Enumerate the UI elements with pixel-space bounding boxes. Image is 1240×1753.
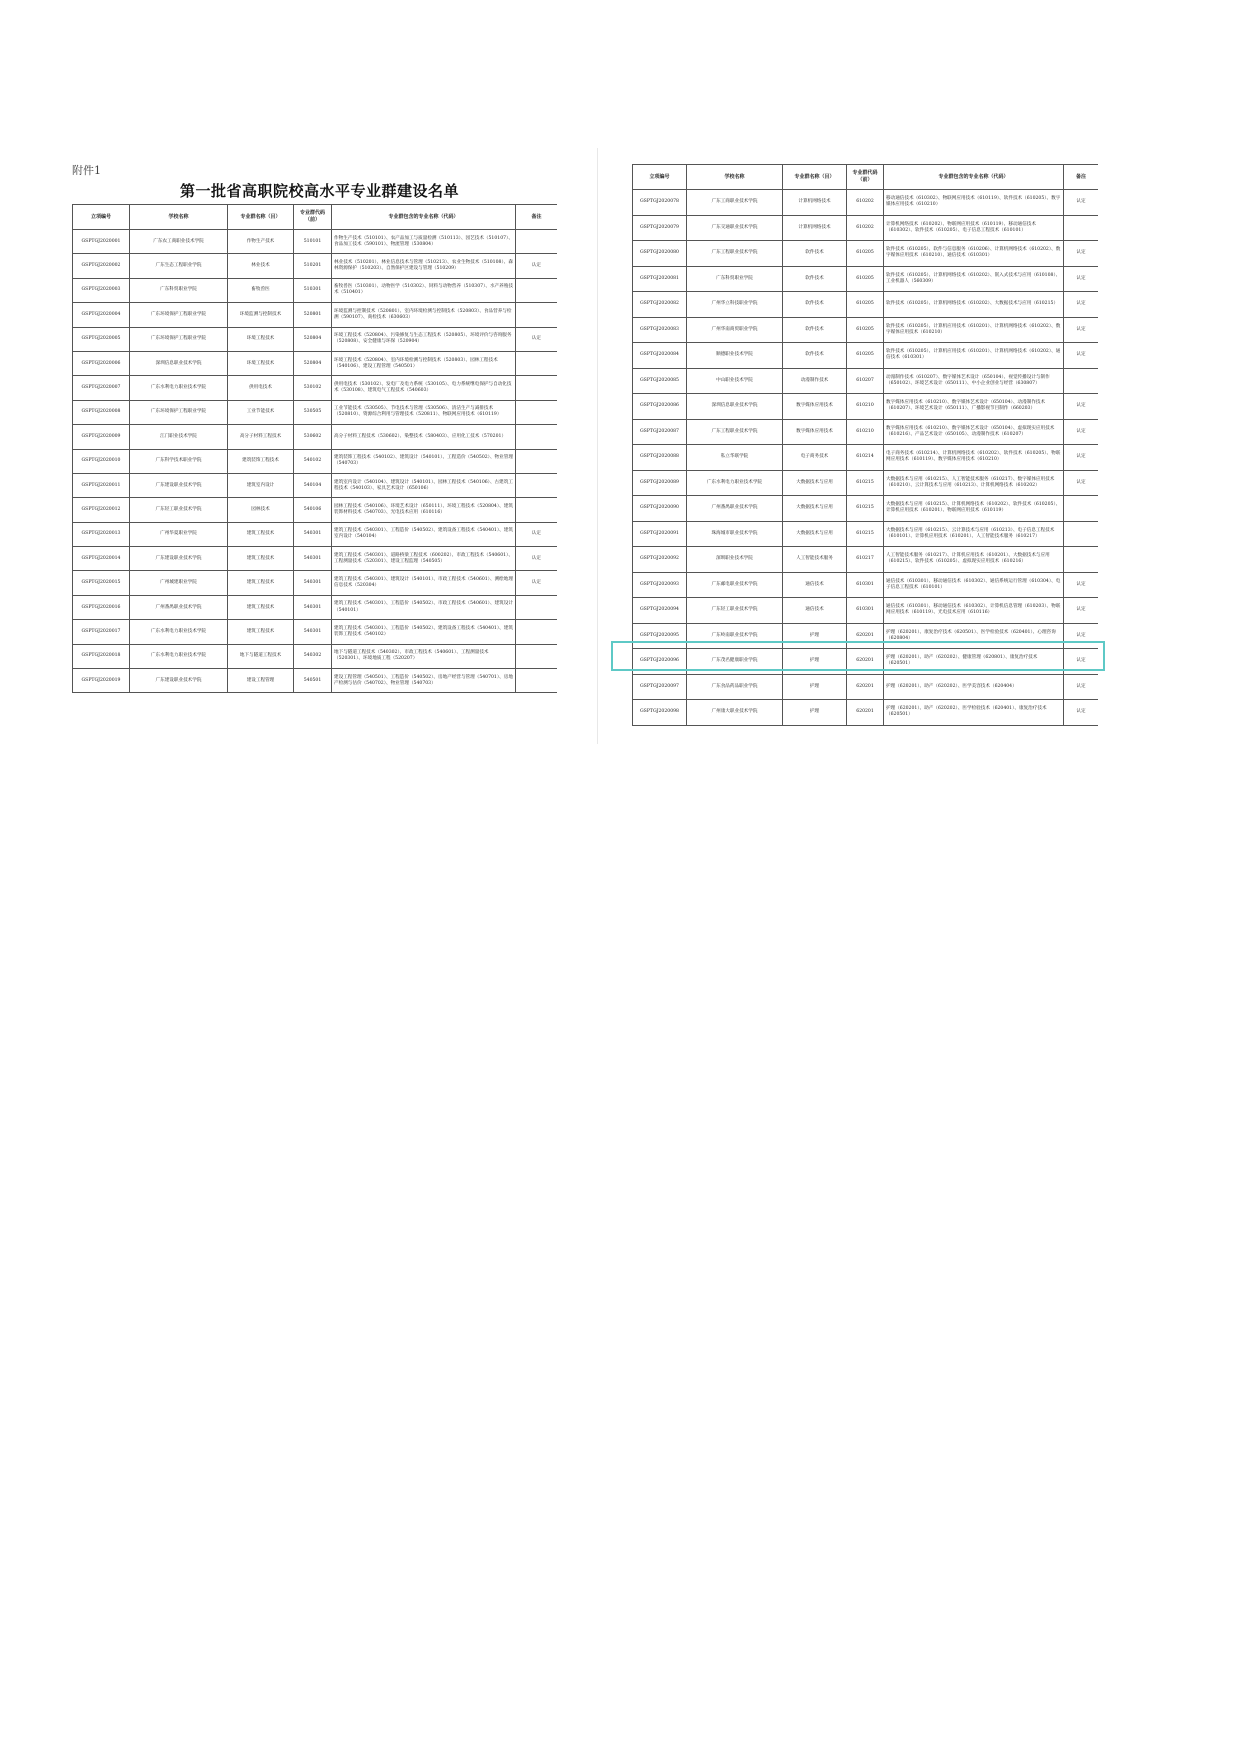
table-row (73, 473, 558, 497)
majors-cell: 电子商务技术（610214）、计算机网络技术（610202）、软件技术（610205）、物联网应用技术（610119）、数字媒体应用技术（610210） (884, 445, 1064, 471)
note-cell (1064, 496, 1099, 522)
table-row (73, 522, 558, 546)
note-cell: 认定 (516, 522, 558, 546)
school-name-cell: 广州番禺职业技术学院 (687, 496, 783, 522)
project-id-cell: GSPTGJ2020091 (633, 521, 687, 547)
group-code-cell: 520801 (294, 303, 332, 327)
group-name-cell: 计算机网络技术 (783, 190, 847, 216)
group-name-cell: 建筑室内设计 (228, 473, 294, 497)
majors-cell: 大数据技术与应用（610215）、人工智能技术服务（610217）、数字媒体应用技术（610210）、云计算技术与应用（610213）、计算机网络技术（610202） (884, 470, 1064, 496)
table-row (73, 620, 558, 644)
note-cell: 认定 (1064, 445, 1099, 471)
group-code-cell: 620201 (847, 649, 884, 675)
school-name-cell: 广东建设职业技术学院 (130, 473, 228, 497)
group-code-cell: 610202 (847, 215, 884, 241)
majors-cell: 畜牧兽医（510301）、动物医学（510302）、饲料与动物营养（510307）、水产养殖技术（510401） (332, 278, 516, 302)
table-row (633, 241, 1099, 267)
group-name-cell: 电子商务技术 (783, 445, 847, 471)
group-name-cell: 环境工程技术 (228, 327, 294, 351)
group-name-cell: 环境工程技术 (228, 351, 294, 375)
majors-cell: 移动通信技术（610302）、物联网应用技术（610119）、软件技术（610205）、数字媒体应用技术（610210） (884, 190, 1064, 216)
left-document-page (72, 162, 557, 744)
note-cell (1064, 521, 1099, 547)
majors-cell: 地下与隧道工程技术（540302）、市政工程技术（540601）、工程测量技术（520301）、环境地质工程（520207） (332, 644, 516, 668)
school-name-cell: 广东科贸职业学院 (687, 266, 783, 292)
note-cell (516, 376, 558, 400)
group-name-cell: 建筑工程技术 (228, 620, 294, 644)
table-row (73, 449, 558, 473)
note-cell (516, 303, 558, 327)
table-row (633, 394, 1099, 420)
note-cell (1064, 368, 1099, 394)
note-cell (516, 644, 558, 668)
note-cell (1064, 215, 1099, 241)
majors-cell: 林业技术（510201）、林业信息技术与管理（510213）、农业生物技术（510108）、森林资源保护（510203）、自然保护区建设与管理（510209） (332, 254, 516, 278)
project-id-cell: GSPTGJ2020011 (73, 473, 130, 497)
project-id-cell: GSPTGJ2020095 (633, 623, 687, 649)
group-name-cell: 护理 (783, 674, 847, 700)
school-name-cell: 广州华南商贸职业学院 (687, 317, 783, 343)
majors-cell: 软件技术（610205）、计算机应用技术（610201）、计算机网络技术（610202）、通信技术（610301） (884, 343, 1064, 369)
note-cell (1064, 547, 1099, 573)
school-name-cell: 广东生态工程职业学院 (130, 254, 228, 278)
school-name-cell: 深圳信息职业技术学院 (687, 394, 783, 420)
group-code-cell: 540301 (294, 571, 332, 595)
group-name-cell: 动漫制作技术 (783, 368, 847, 394)
note-cell: 认定 (1064, 674, 1099, 700)
school-name-cell: 广州华立科技职业学院 (687, 292, 783, 318)
table-row (633, 317, 1099, 343)
note-cell: 认定 (1064, 343, 1099, 369)
group-name-cell: 大数据技术与应用 (783, 521, 847, 547)
group-code-cell: 540301 (294, 547, 332, 571)
school-name-cell: 深圳信息职业技术学院 (130, 351, 228, 375)
page-spine (597, 148, 598, 744)
table-row (633, 419, 1099, 445)
group-code-cell: 610210 (847, 419, 884, 445)
majors-cell: 环境工程技术（520804）、室内环境检测与控制技术（520803）、园林工程技术（540106）、建设工程管理（540501） (332, 351, 516, 375)
majors-cell: 软件技术（610205）、软件与信息服务（610206）、计算机网络技术（610202）、数字媒体应用技术（610210）、通信技术（610301） (884, 241, 1064, 267)
majors-cell: 软件技术（610205）、计算机应用技术（610201）、计算机网络技术（610202）、数字媒体应用技术（610210） (884, 317, 1064, 343)
table-row (73, 376, 558, 400)
table-row (633, 292, 1099, 318)
project-id-cell: GSPTGJ2020098 (633, 700, 687, 726)
project-id-cell: GSPTGJ2020014 (73, 547, 130, 571)
table-body (73, 230, 558, 693)
document-title: 第一批省高职院校高水平专业群建设名单 (180, 182, 460, 200)
majors-cell: 高分子材料工程技术（530602）、染整技术（580403）、应用化工技术（570201） (332, 425, 516, 449)
project-id-cell: GSPTGJ2020080 (633, 241, 687, 267)
project-id-cell: GSPTGJ2020017 (73, 620, 130, 644)
table-row (633, 572, 1099, 598)
group-code-cell: 540301 (294, 620, 332, 644)
group-code-cell: 610205 (847, 292, 884, 318)
annex-label: 附件1 (72, 164, 101, 177)
project-id-cell: GSPTGJ2020081 (633, 266, 687, 292)
group-code-cell: 610202 (847, 190, 884, 216)
project-id-cell: GSPTGJ2020015 (73, 571, 130, 595)
group-code-cell: 610301 (847, 572, 884, 598)
group-name-cell: 供用电技术 (228, 376, 294, 400)
group-name-cell: 大数据技术与应用 (783, 496, 847, 522)
project-id-cell: GSPTGJ2020002 (73, 254, 130, 278)
note-cell (516, 230, 558, 254)
table-row (633, 547, 1099, 573)
group-code-cell: 540104 (294, 473, 332, 497)
group-code-cell: 610205 (847, 241, 884, 267)
highlighted-row-box (611, 641, 1105, 671)
group-name-cell: 高分子材料工程技术 (228, 425, 294, 449)
school-name-cell: 广东岭南职业技术学院 (687, 623, 783, 649)
majors-cell: 通信技术（610301）、移动通信技术（610302）、计算机信息管理（610203）、物联网应用技术（610119）、光电技术应用（610116） (884, 598, 1064, 624)
table-row (633, 521, 1099, 547)
group-code-cell: 610205 (847, 343, 884, 369)
column-header: 专业群包含的专业名称（代码） (884, 165, 1064, 190)
note-cell (516, 595, 558, 619)
project-id-cell: GSPTGJ2020083 (633, 317, 687, 343)
group-name-cell: 护理 (783, 623, 847, 649)
note-cell (516, 449, 558, 473)
majors-cell: 建筑工程技术（540301）、建筑设计（540101）、市政工程技术（540601）、测绘地理信息技术（520304） (332, 571, 516, 595)
table-row (633, 598, 1099, 624)
school-name-cell: 广东环境保护工程职业学院 (130, 327, 228, 351)
school-name-cell: 广东水利电力职业技术学院 (130, 620, 228, 644)
school-name-cell: 江门职业技术学院 (130, 425, 228, 449)
note-cell: 认定 (516, 571, 558, 595)
project-id-cell: GSPTGJ2020010 (73, 449, 130, 473)
majors-cell: 护理（620201）、助产（620202）、医学检验技术（620401）、康复治疗技术（620501） (884, 700, 1064, 726)
column-header: 备注 (516, 205, 558, 230)
table-row (73, 303, 558, 327)
school-name-cell: 广东建设职业技术学院 (130, 669, 228, 693)
group-name-cell: 软件技术 (783, 343, 847, 369)
group-code-cell: 610205 (847, 317, 884, 343)
table-header-row (73, 205, 558, 230)
column-header: 专业群包含的专业名称（代码） (332, 205, 516, 230)
group-name-cell: 计算机网络技术 (783, 215, 847, 241)
table-row (633, 496, 1099, 522)
group-name-cell: 建筑装饰工程技术 (228, 449, 294, 473)
majors-cell: 大数据技术与应用（610215）、计算机网络技术（610202）、软件技术（610205）、计算机应用技术（610201）、物联网应用技术（610119） (884, 496, 1064, 522)
group-name-cell: 园林技术 (228, 498, 294, 522)
group-name-cell: 建筑工程技术 (228, 547, 294, 571)
table-row (73, 669, 558, 693)
group-name-cell: 数字媒体应用技术 (783, 419, 847, 445)
group-code-cell: 540501 (294, 669, 332, 693)
column-header: 学校名称 (130, 205, 228, 230)
school-name-cell: 广东工程职业技术学院 (687, 241, 783, 267)
table-row (73, 351, 558, 375)
project-id-cell: GSPTGJ2020001 (73, 230, 130, 254)
school-name-cell: 广州城建职业学院 (130, 571, 228, 595)
project-id-cell: GSPTGJ2020089 (633, 470, 687, 496)
table-row (633, 674, 1099, 700)
group-code-cell: 610301 (847, 598, 884, 624)
left-roster-table (72, 204, 557, 693)
note-cell (516, 400, 558, 424)
majors-cell: 计算机网络技术（610202）、物联网应用技术（610119）、移动通信技术（610302）、软件技术（610205）、电子信息工程技术（610101） (884, 215, 1064, 241)
group-code-cell: 610215 (847, 470, 884, 496)
majors-cell: 人工智能技术服务（610217）、计算机应用技术（610201）、大数据技术与应用（610215）、软件技术（610205）、虚拟现实应用技术（610216） (884, 547, 1064, 573)
group-name-cell: 畜牧兽医 (228, 278, 294, 302)
group-name-cell: 大数据技术与应用 (783, 470, 847, 496)
school-name-cell: 广州康大职业技术学院 (687, 700, 783, 726)
table-row (73, 327, 558, 351)
note-cell: 认定 (516, 547, 558, 571)
group-code-cell: 510201 (294, 254, 332, 278)
group-code-cell: 610214 (847, 445, 884, 471)
project-id-cell: GSPTGJ2020092 (633, 547, 687, 573)
table-row (633, 368, 1099, 394)
school-name-cell: 广东环境保护工程职业学院 (130, 303, 228, 327)
table-row (73, 278, 558, 302)
table-row (633, 470, 1099, 496)
group-name-cell: 通信技术 (783, 572, 847, 598)
majors-cell: 园林工程技术（540106）、环境艺术设计（650111）、环境工程技术（520804）、建筑装饰材料技术（540703）、光电技术应用（610116） (332, 498, 516, 522)
group-name-cell: 人工智能技术服务 (783, 547, 847, 573)
project-id-cell: GSPTGJ2020094 (633, 598, 687, 624)
project-id-cell: GSPTGJ2020082 (633, 292, 687, 318)
majors-cell: 通信技术（610301）、移动通信技术（610302）、通信系统运行管理（610304）、电子信息工程技术（610101） (884, 572, 1064, 598)
group-code-cell: 620201 (847, 623, 884, 649)
group-code-cell: 610205 (847, 266, 884, 292)
column-header: 立项编号 (73, 205, 130, 230)
group-name-cell: 工业节能技术 (228, 400, 294, 424)
majors-cell: 环境监测与控制技术（520801）、室内环境检测与控制技术（520803）、食品营养与检测（590107）、商检技术（630603） (332, 303, 516, 327)
majors-cell: 建设工程管理（540501）、工程造价（540502）、房地产经营与管理（540701）、房地产检测与估价（540702）、物业管理（540703） (332, 669, 516, 693)
school-name-cell: 私立华联学院 (687, 445, 783, 471)
majors-cell: 建筑室内设计（540104）、建筑设计（540101）、园林工程技术（540106）、古建筑工程技术（540103）、家具艺术设计（650106） (332, 473, 516, 497)
majors-cell: 建筑装饰工程技术（540102）、建筑设计（540101）、工程造价（540502）、物业管理（540703） (332, 449, 516, 473)
note-cell: 认定 (1064, 649, 1099, 675)
project-id-cell: GSPTGJ2020016 (73, 595, 130, 619)
majors-cell: 建筑工程技术（540301）、工程造价（540502）、市政工程技术（540601）、建筑设计（540101） (332, 595, 516, 619)
group-name-cell: 建筑工程技术 (228, 571, 294, 595)
school-name-cell: 广东水利电力职业技术学院 (130, 376, 228, 400)
school-name-cell: 广东科学技术职业学院 (130, 449, 228, 473)
group-name-cell: 环境监测与控制技术 (228, 303, 294, 327)
group-code-cell: 610217 (847, 547, 884, 573)
school-name-cell: 广东科贸职业学院 (130, 278, 228, 302)
school-name-cell: 中山职业技术学院 (687, 368, 783, 394)
note-cell: 认定 (1064, 700, 1099, 726)
note-cell: 认定 (1064, 190, 1099, 216)
majors-cell: 建筑工程技术（540301）、工程造价（540502）、建筑设备工程技术（540401）、建筑室内设计（540104） (332, 522, 516, 546)
note-cell: 认定 (516, 327, 558, 351)
note-cell: 认定 (1064, 317, 1099, 343)
note-cell (516, 278, 558, 302)
table-header-row (633, 165, 1099, 190)
table-row (73, 571, 558, 595)
column-header: 专业群名称（目） (228, 205, 294, 230)
school-name-cell: 广东水利电力职业技术学院 (130, 644, 228, 668)
project-id-cell: GSPTGJ2020003 (73, 278, 130, 302)
majors-cell: 建筑工程技术（540301）、道路桥梁工程技术（600202）、市政工程技术（540601）、工程测量技术（520301）、建设工程监理（540505） (332, 547, 516, 571)
project-id-cell: GSPTGJ2020078 (633, 190, 687, 216)
majors-cell: 数字媒体应用技术（610210）、数字媒体艺术设计（650104）、动漫制作技术（610207）、环境艺术设计（650111）、广播影视节目制作（660203） (884, 394, 1064, 420)
group-code-cell: 610215 (847, 496, 884, 522)
column-header: 专业群名称（目） (783, 165, 847, 190)
project-id-cell: GSPTGJ2020012 (73, 498, 130, 522)
note-cell (516, 498, 558, 522)
school-name-cell: 广东建设职业技术学院 (130, 547, 228, 571)
note-cell: 认定 (1064, 394, 1099, 420)
column-header: 学校名称 (687, 165, 783, 190)
school-name-cell: 广东水利电力职业技术学院 (687, 470, 783, 496)
group-name-cell: 作物生产技术 (228, 230, 294, 254)
group-code-cell: 540301 (294, 595, 332, 619)
note-cell: 认定 (1064, 266, 1099, 292)
column-header: 备注 (1064, 165, 1099, 190)
project-id-cell: GSPTGJ2020085 (633, 368, 687, 394)
group-name-cell: 地下与隧道工程技术 (228, 644, 294, 668)
majors-cell: 作物生产技术（510101）、农产品加工与质量检测（510113）、园艺技术（510107）、食品加工技术（590101）、物流管理（530804） (332, 230, 516, 254)
group-code-cell: 520804 (294, 351, 332, 375)
project-id-cell: GSPTGJ2020079 (633, 215, 687, 241)
note-cell: 认定 (1064, 470, 1099, 496)
table-row (73, 498, 558, 522)
group-code-cell: 540106 (294, 498, 332, 522)
project-id-cell: GSPTGJ2020007 (73, 376, 130, 400)
note-cell (516, 425, 558, 449)
table-row (73, 595, 558, 619)
school-name-cell: 广州华夏职业学院 (130, 522, 228, 546)
group-name-cell: 建筑工程技术 (228, 595, 294, 619)
project-id-cell: GSPTGJ2020090 (633, 496, 687, 522)
school-name-cell: 顺德职业技术学院 (687, 343, 783, 369)
group-name-cell: 软件技术 (783, 241, 847, 267)
table-row (73, 425, 558, 449)
group-code-cell: 530602 (294, 425, 332, 449)
table-row (633, 190, 1099, 216)
note-cell: 认定 (1064, 292, 1099, 318)
note-cell: 认定 (1064, 241, 1099, 267)
group-code-cell: 610215 (847, 521, 884, 547)
group-code-cell: 520804 (294, 327, 332, 351)
project-id-cell: GSPTGJ2020005 (73, 327, 130, 351)
school-name-cell: 广东工商职业技术学院 (687, 190, 783, 216)
project-id-cell: GSPTGJ2020013 (73, 522, 130, 546)
note-cell: 认定 (1064, 572, 1099, 598)
table-row (73, 644, 558, 668)
table-row (633, 445, 1099, 471)
school-name-cell: 广东工程职业技术学院 (687, 419, 783, 445)
table-row (73, 254, 558, 278)
project-id-cell: GSPTGJ2020097 (633, 674, 687, 700)
group-code-cell: 530505 (294, 400, 332, 424)
note-cell: 认定 (1064, 623, 1099, 649)
table-row (73, 547, 558, 571)
group-code-cell: 540301 (294, 522, 332, 546)
majors-cell: 大数据技术与应用（610215）、云计算技术与应用（610213）、电子信息工程技术（610101）、计算机应用技术（610201）、人工智能技术服务（610217） (884, 521, 1064, 547)
school-name-cell: 广东环境保护工程职业学院 (130, 400, 228, 424)
majors-cell: 软件技术（610205）、计算机网络技术（610202）、大数据技术与应用（610215） (884, 292, 1064, 318)
school-name-cell: 广东农工商职业技术学院 (130, 230, 228, 254)
school-name-cell: 广东交通职业技术学院 (687, 215, 783, 241)
school-name-cell: 深圳职业技术学院 (687, 547, 783, 573)
group-code-cell: 540302 (294, 644, 332, 668)
column-header: 专业群代码（前） (847, 165, 884, 190)
project-id-cell: GSPTGJ2020018 (73, 644, 130, 668)
majors-cell: 环境工程技术（520804）、污染修复与生态工程技术（520805）、环境评价与咨询服务（520808）、安全健康与环保（520904） (332, 327, 516, 351)
project-id-cell: GSPTGJ2020086 (633, 394, 687, 420)
majors-cell: 供用电技术（530102）、发电厂及电力系统（530105）、电力系统继电保护与自动化技术（530108）、建筑电气工程技术（540603） (332, 376, 516, 400)
project-id-cell: GSPTGJ2020093 (633, 572, 687, 598)
group-code-cell: 620201 (847, 700, 884, 726)
table-row (633, 215, 1099, 241)
school-name-cell: 珠海城市职业技术学院 (687, 521, 783, 547)
school-name-cell: 广州番禺职业技术学院 (130, 595, 228, 619)
group-code-cell: 510101 (294, 230, 332, 254)
school-name-cell: 广东食品药品职业学院 (687, 674, 783, 700)
majors-cell: 动漫制作技术（610207）、数字媒体艺术设计（650104）、视觉传播设计与制作（650102）、环境艺术设计（650111）、中小企业创业与经营（630807） (884, 368, 1064, 394)
note-cell (516, 351, 558, 375)
group-code-cell: 510301 (294, 278, 332, 302)
column-header: 专业群代码（前） (294, 205, 332, 230)
majors-cell: 护理（620201）、康复治疗技术（620501）、医学检验技术（620401）、心理咨询（620804） (884, 623, 1064, 649)
project-id-cell: GSPTGJ2020087 (633, 419, 687, 445)
note-cell: 认定 (516, 254, 558, 278)
table-row (633, 700, 1099, 726)
group-name-cell: 护理 (783, 649, 847, 675)
table-row (633, 343, 1099, 369)
project-id-cell: GSPTGJ2020096 (633, 649, 687, 675)
group-code-cell: 610207 (847, 368, 884, 394)
note-cell (516, 620, 558, 644)
majors-cell: 护理（620201）、助产（620202）、健康管理（620801）、康复治疗技术（620501） (884, 649, 1064, 675)
school-name-cell: 广东轻工职业技术学院 (687, 598, 783, 624)
note-cell (516, 669, 558, 693)
table-row (633, 266, 1099, 292)
project-id-cell: GSPTGJ2020084 (633, 343, 687, 369)
group-name-cell: 林业技术 (228, 254, 294, 278)
group-name-cell: 通信技术 (783, 598, 847, 624)
group-name-cell: 软件技术 (783, 292, 847, 318)
majors-cell: 建筑工程技术（540301）、工程造价（540502）、建筑设备工程技术（540401）、建筑装饰工程技术（540102） (332, 620, 516, 644)
group-name-cell: 建筑工程技术 (228, 522, 294, 546)
school-name-cell: 广东轻工职业技术学院 (130, 498, 228, 522)
school-name-cell: 广东邮电职业技术学院 (687, 572, 783, 598)
majors-cell: 护理（620201）、助产（620202）、医学美容技术（620404） (884, 674, 1064, 700)
group-code-cell: 610210 (847, 394, 884, 420)
project-id-cell: GSPTGJ2020006 (73, 351, 130, 375)
group-name-cell: 建设工程管理 (228, 669, 294, 693)
group-code-cell: 620201 (847, 674, 884, 700)
note-cell: 认定 (1064, 598, 1099, 624)
school-name-cell: 广东茂名健康职业学院 (687, 649, 783, 675)
project-id-cell: GSPTGJ2020004 (73, 303, 130, 327)
group-code-cell: 540102 (294, 449, 332, 473)
column-header: 立项编号 (633, 165, 687, 190)
group-name-cell: 护理 (783, 700, 847, 726)
group-name-cell: 软件技术 (783, 266, 847, 292)
project-id-cell: GSPTGJ2020019 (73, 669, 130, 693)
table-row (73, 230, 558, 254)
note-cell: 认定 (1064, 419, 1099, 445)
project-id-cell: GSPTGJ2020009 (73, 425, 130, 449)
group-name-cell: 软件技术 (783, 317, 847, 343)
majors-cell: 数字媒体应用技术（610210）、数字媒体艺术设计（650104）、虚拟现实应用技术（610216）、产品艺术设计（650105）、动漫制作技术（610207） (884, 419, 1064, 445)
note-cell (516, 473, 558, 497)
group-name-cell: 数字媒体应用技术 (783, 394, 847, 420)
majors-cell: 工业节能技术（530505）、节电技术与管理（530506）、清洁生产与减排技术（520810）、资源综合利用与管理技术（520811）、物联网应用技术（610119） (332, 400, 516, 424)
project-id-cell: GSPTGJ2020088 (633, 445, 687, 471)
majors-cell: 软件技术（610205）、计算机网络技术（610202）、嵌入式技术与应用（610108）、工业机器人（560309） (884, 266, 1064, 292)
group-code-cell: 530102 (294, 376, 332, 400)
table-row (73, 400, 558, 424)
project-id-cell: GSPTGJ2020008 (73, 400, 130, 424)
